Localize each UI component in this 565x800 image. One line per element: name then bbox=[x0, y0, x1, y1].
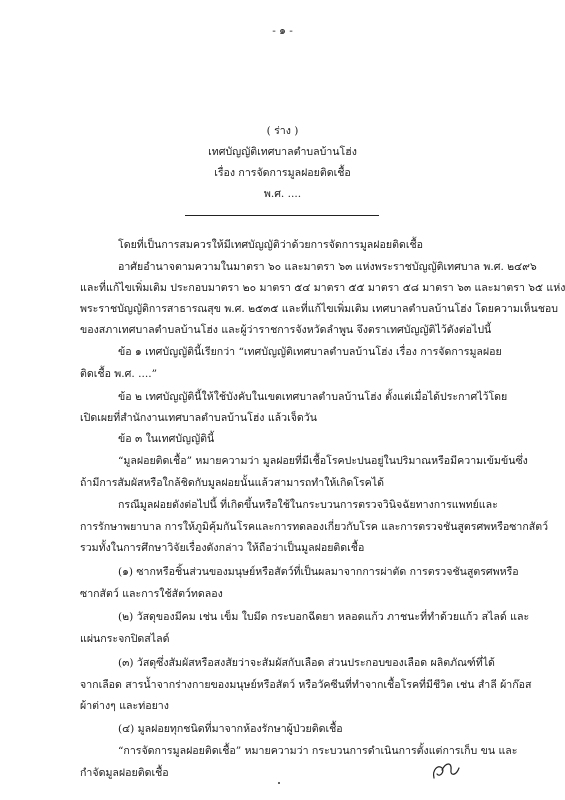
title-divider bbox=[185, 215, 379, 216]
item-1: (๑) ซากหรือชิ้นส่วนของมนุษย์หรือสัตว์ที่เป็นผลมาจากการผ่าตัด การตรวจชันสูตรศพหรือ bbox=[118, 566, 519, 578]
draft-label: ( ร่าง ) bbox=[266, 125, 299, 137]
clause-2: ข้อ ๒ เทศบัญญัตินี้ให้ใช้บังคับในเขตเทศบาลตำบลบ้านโฮ่ง ตั้งแต่เมื่อได้ประกาศไว้โดย bbox=[118, 391, 508, 403]
authority-line: พระราชบัญญัติการสาธารณสุข พ.ศ. ๒๕๓๕ และที่แก้ไขเพิ่มเติม เทศบาลตำบลบ้านโฮ่ง โดยความเห็นชอบ bbox=[80, 303, 559, 315]
definition-infectious-waste: “มูลฝอยติดเชื้อ” หมายความว่า มูลฝอยที่มีเชื้อโรคปะปนอยู่ในปริมาณหรือมีความเข้มข้นซึ่ง bbox=[118, 455, 528, 467]
clause-1: ข้อ ๑ เทศบัญญัตินี้เรียกว่า “เทศบัญญัติเทศบาลตำบลบ้านโฮ่ง เรื่อง การจัดการมูลฝอย bbox=[118, 346, 502, 358]
authority-line: ของสภาเทศบาลตำบลบ้านโฮ่ง และผู้ว่าราชการจังหวัดลำพูน จึงตราเทศบัญญัติไว้ดังต่อไปนี้ bbox=[80, 324, 492, 336]
authority-line: อาศัยอำนาจตามความในมาตรา ๖๐ และมาตรา ๖๓ แห่งพระราชบัญญัติเทศบาล พ.ศ. ๒๔๙๖ bbox=[118, 261, 537, 273]
item-3: ผ้าต่างๆ และท่อยาง bbox=[80, 700, 169, 712]
definition-management: กำจัดมูลฝอยติดเชื้อ bbox=[80, 767, 169, 779]
page-mark bbox=[278, 782, 280, 784]
item-3: จากเลือด สารน้ำจากร่างกายของมนุษย์หรือสัตว์ หรือวัคซีนที่ทำจากเชื้อโรคที่มีชีวิต เช่น สำลี ผ้าก๊อส bbox=[80, 679, 532, 691]
waste-cases: การรักษาพยาบาล การให้ภูมิคุ้มกันโรคและการทดลองเกี่ยวกับโรค และการตรวจชันสูตรศพหรือซากสัตว์ bbox=[80, 521, 549, 533]
page-number: - ๑ - bbox=[272, 25, 293, 37]
preamble-line: โดยที่เป็นการสมควรให้มีเทศบัญญัติว่าด้วยการจัดการมูลฝอยติดเชื้อ bbox=[118, 239, 424, 251]
document-subject: เรื่อง การจัดการมูลฝอยติดเชื้อ bbox=[214, 167, 351, 179]
item-4: (๔) มูลฝอยทุกชนิดที่มาจากห้องรักษาผู้ป่วยติดเชื้อ bbox=[118, 723, 343, 735]
waste-cases: กรณีมูลฝอยดังต่อไปนี้ ที่เกิดขึ้นหรือใช้ในกระบวนการตรวจวินิจฉัยทางการแพทย์และ bbox=[118, 499, 498, 511]
item-2: (๒) วัสดุของมีคม เช่น เข็ม ใบมีด กระบอกฉีดยา หลอดแก้ว ภาชนะที่ทำด้วยแก้ว สไลด์ และ bbox=[118, 611, 530, 623]
clause-2: เปิดเผยที่สำนักงานเทศบาลตำบลบ้านโฮ่ง แล้วเจ็ดวัน bbox=[80, 412, 317, 424]
authority-line: และที่แก้ไขเพิ่มเติม ประกอบมาตรา ๒๐ มาตรา ๕๔ มาตรา ๕๕ มาตรา ๕๘ มาตรา ๖๓ และมาตรา ๖๕ แห่ง bbox=[80, 282, 565, 294]
clause-3: ข้อ ๓ ในเทศบัญญัตินี้ bbox=[118, 433, 215, 445]
document-year: พ.ศ. .... bbox=[263, 188, 302, 200]
definition-management: “การจัดการมูลฝอยติดเชื้อ” หมายความว่า กระบวนการดำเนินการตั้งแต่การเก็บ ขน และ bbox=[118, 745, 518, 757]
document-title: เทศบัญญัติเทศบาลตำบลบ้านโฮ่ง bbox=[208, 146, 357, 158]
item-3: (๓) วัสดุซึ่งสัมผัสหรือสงสัยว่าจะสัมผัสกับเลือด ส่วนประกอบของเลือด ผลิตภัณฑ์ที่ได้ bbox=[118, 657, 495, 669]
initials-signature bbox=[430, 758, 462, 784]
definition-infectious-waste: ถ้ามีการสัมผัสหรือใกล้ชิดกับมูลฝอยนั้นแล้วสามารถทำให้เกิดโรคได้ bbox=[80, 477, 384, 489]
clause-1: ติดเชื้อ พ.ศ. ....” bbox=[80, 368, 157, 380]
waste-cases: รวมทั้งในการศึกษาวิจัยเรื่องดังกล่าว ให้ถือว่าเป็นมูลฝอยติดเชื้อ bbox=[80, 542, 365, 554]
item-2: แผ่นกระจกปิดสไลด์ bbox=[80, 633, 170, 645]
item-1: ซากสัตว์ และการใช้สัตว์ทดลอง bbox=[80, 588, 223, 600]
